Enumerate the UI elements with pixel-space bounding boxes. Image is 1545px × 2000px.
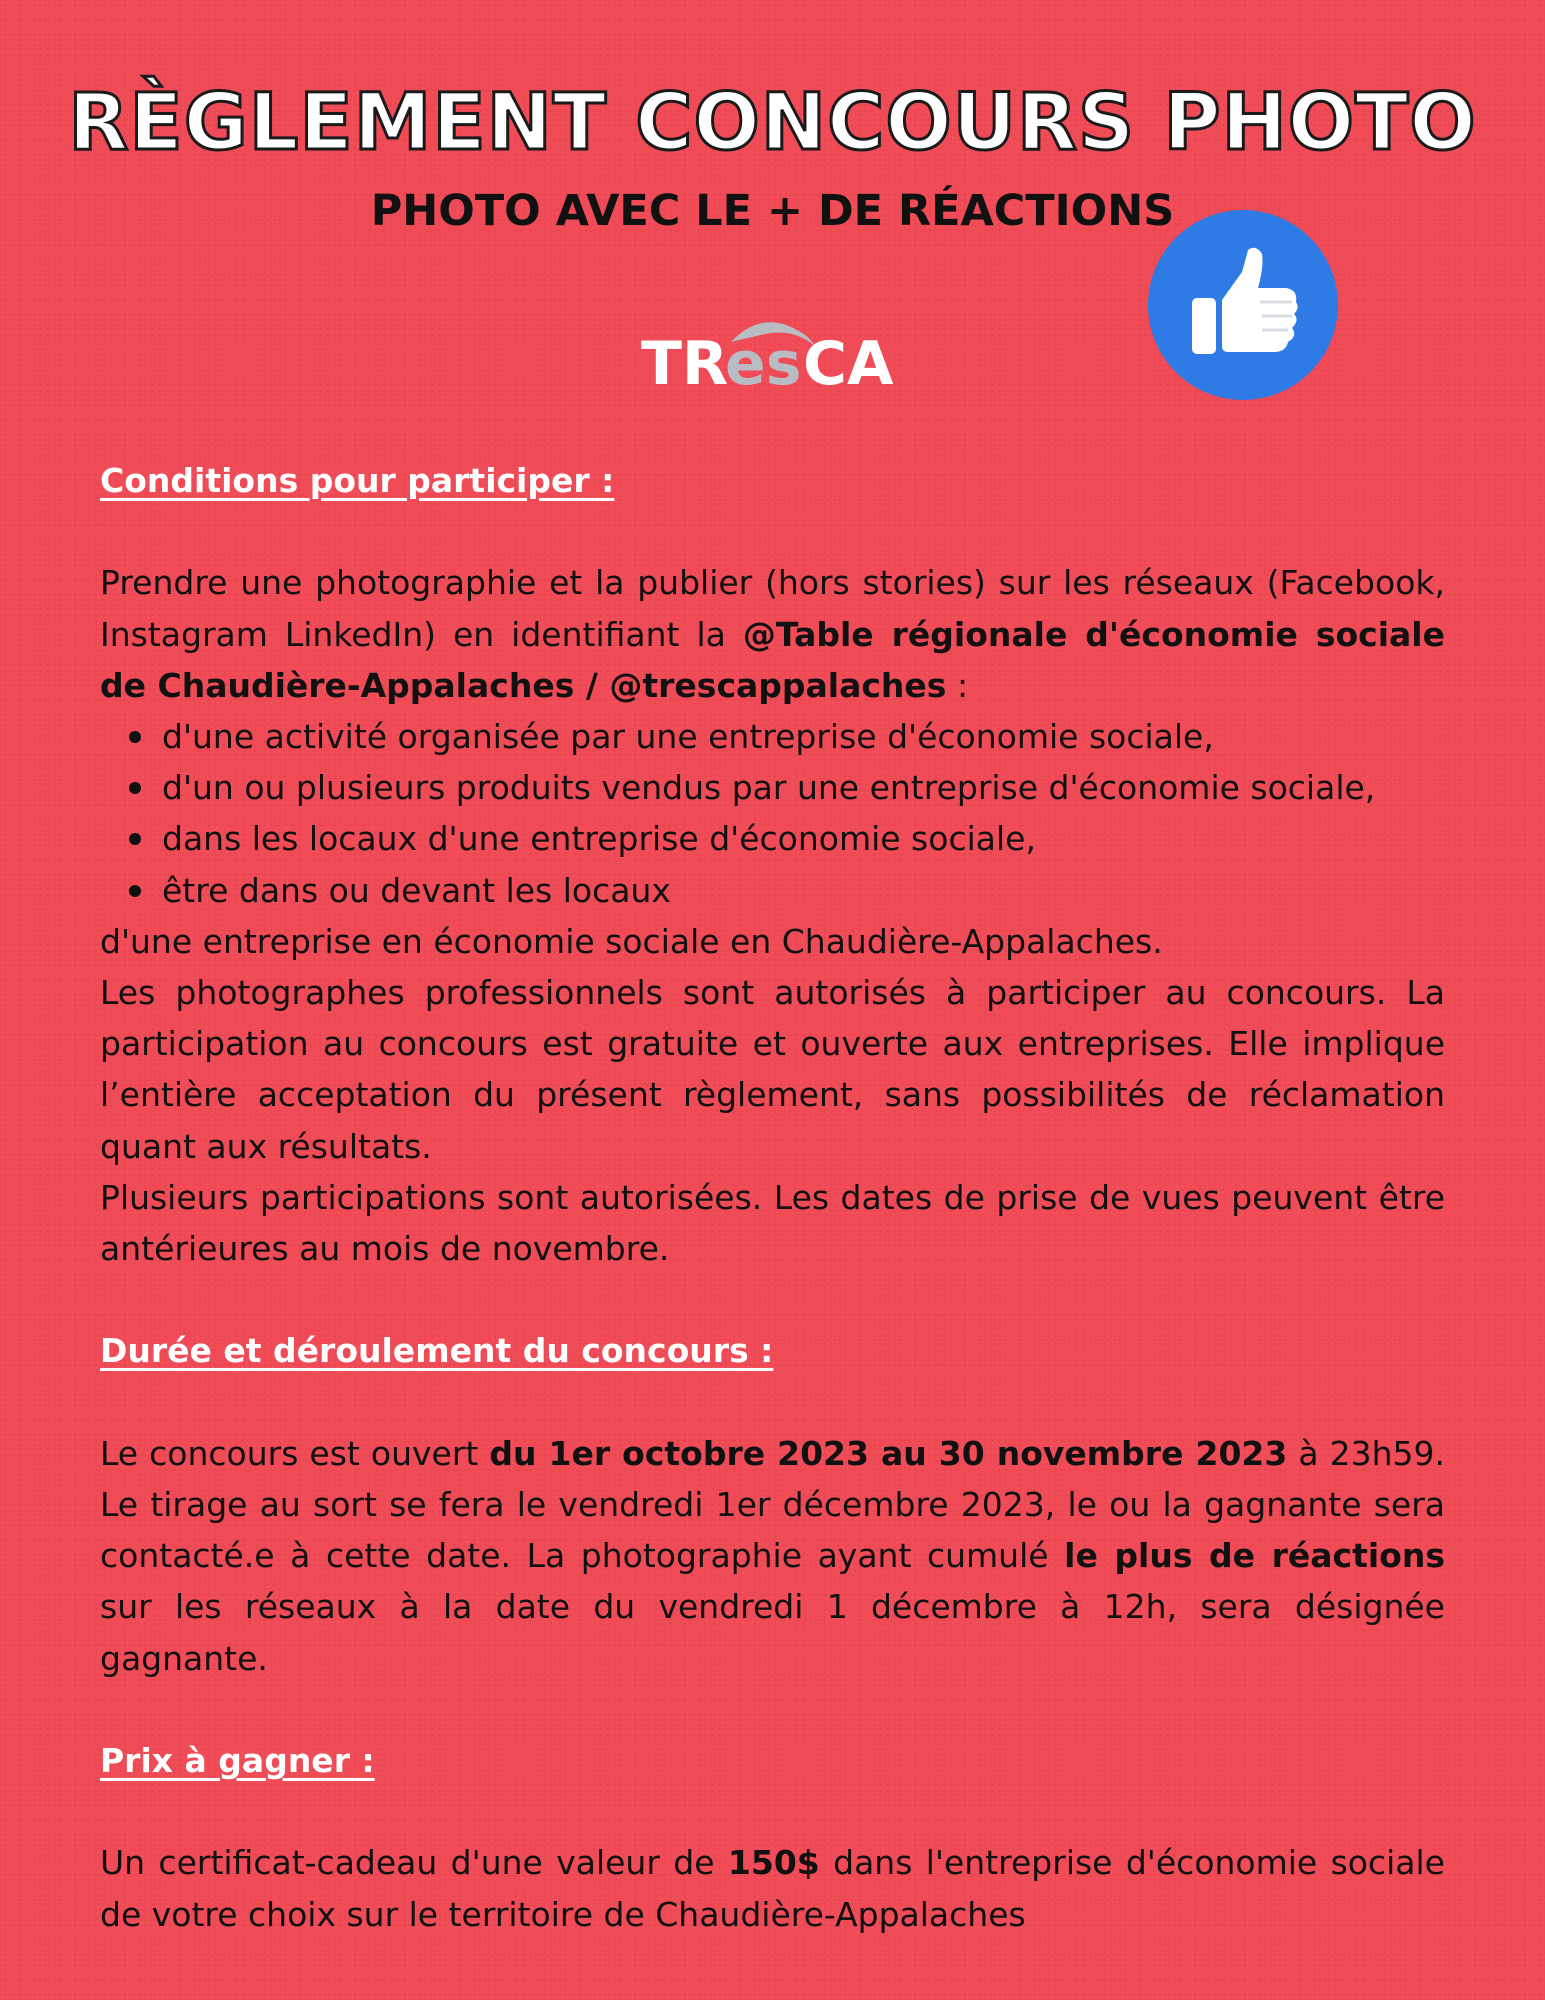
page-subtitle: PHOTO AVEC LE + DE RÉACTIONS: [370, 186, 1175, 236]
duration-part: à 23h59. Le tirage au sort se fera le vendredi 1er décembre 2023, le ou la gagnante sera contacté.e à cette date. La photographie ayant cumulé: [100, 1433, 1445, 1576]
intro-mention: @Table régionale d'économie sociale de Chaudière-Appalaches / @trescappalaches: [100, 614, 1445, 705]
intro-colon: :: [946, 665, 969, 705]
intro-text: Prendre une photographie et la publier (hors stories) sur les réseaux (Facebook, Instagram LinkedIn) en identifiant la: [100, 563, 1445, 654]
svg-text:es: es: [724, 329, 801, 399]
tresca-logo: [0, 300, 1545, 400]
conditions-para-2: Plusieurs participations sont autorisées. Les dates de prise de vues peuvent être antérieures au mois de novembre.: [100, 1177, 1445, 1268]
duration-part: sur les réseaux à la date du vendredi 1 décembre à 12h, sera désignée gagnante.: [100, 1587, 1445, 1678]
conditions-heading: Conditions pour participer :: [100, 461, 615, 500]
conditions-intro: [100, 557, 1445, 711]
duration-text: [100, 1428, 1445, 1684]
rules-content: [100, 455, 1445, 1940]
prize-text: [100, 1837, 1445, 1939]
prize-heading: Prix à gagner :: [100, 1740, 375, 1780]
page-title: RÈGLEMENT CONCOURS PHOTO: [68, 78, 1477, 168]
list-item: dans les locaux d'une entreprise d'économie sociale,: [162, 813, 1445, 864]
prize-amount: 150$: [727, 1843, 820, 1883]
list-item: d'une activité organisée par une entreprise d'économie sociale,: [162, 711, 1445, 762]
duration-dates: du 1er octobre 2023 au 30 novembre 2023: [489, 1433, 1288, 1473]
svg-text:TR: TR: [640, 329, 728, 399]
prize-part: dans l'entreprise d'économie sociale de votre choix sur le territoire de Chaudière-Appalaches: [100, 1843, 1445, 1934]
duration-heading: Durée et déroulement du concours :: [100, 1331, 774, 1371]
conditions-after-list: d'une entreprise en économie sociale en Chaudière-Appalaches.: [100, 921, 1163, 961]
conditions-para-1: Les photographes professionnels sont autorisés à participer au concours. La participation au concours est gratuite et ouverte aux entreprises. Elle implique l’entière acceptation du présent règlement, sans possibilités de réclamation quant aux résultats.: [100, 972, 1445, 1166]
duration-part: Le concours est ouvert: [100, 1433, 490, 1473]
list-item: d'un ou plusieurs produits vendus par une entreprise d'économie sociale,: [162, 762, 1445, 813]
svg-text:CA: CA: [802, 329, 893, 399]
list-item: être dans ou devant les locaux: [162, 865, 1445, 916]
conditions-list: [100, 711, 1445, 916]
prize-part: Un certificat-cadeau d'une valeur de: [100, 1843, 728, 1883]
duration-criterion: le plus de réactions: [1064, 1536, 1445, 1576]
